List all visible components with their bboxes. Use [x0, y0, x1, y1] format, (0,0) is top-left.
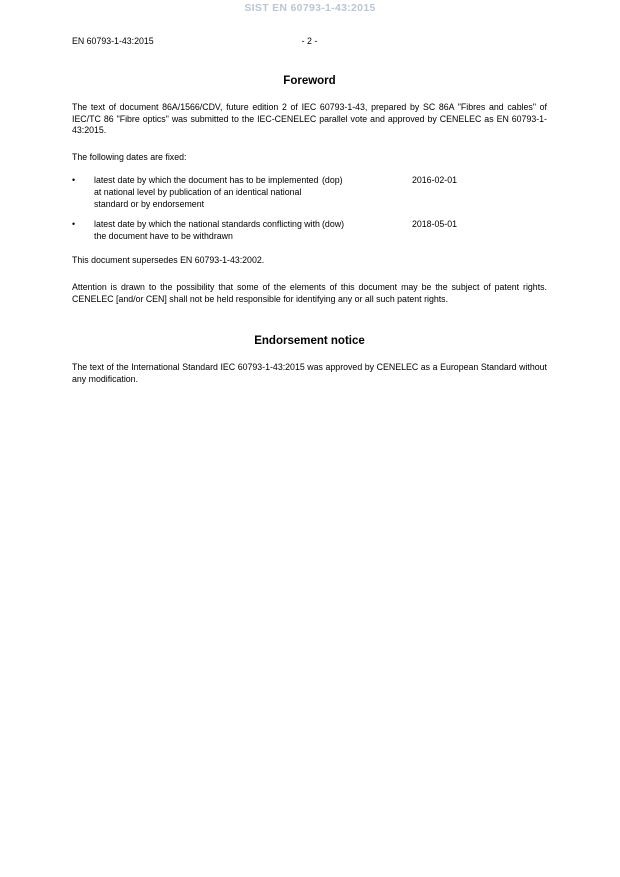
fixed-dates-list — [72, 175, 547, 242]
foreword-paragraph-4: Attention is drawn to the possibility that some of the elements of this document may be the subject of patent rights. CENELEC [and/or CEN] shall not be held responsible for identifying any or all such patent rights. — [72, 281, 547, 304]
date-description: latest date by which the national standards conflicting with the document have to be withdrawn — [94, 219, 320, 241]
page-content — [72, 0, 547, 394]
date-value: 2018-05-01 — [412, 219, 457, 230]
foreword-paragraph-1: The text of document 86A/1566/CDV, future edition 2 of IEC 60793-1-43, prepared by SC 86A "Fibres and cables" of IEC/TC 86 "Fibre optics" was submitted to the IEC-CENELEC parallel vote and approved by CENELEC as EN 60793-1-43:2015. — [72, 102, 547, 136]
date-code: (dop) — [322, 175, 343, 186]
foreword-title: Foreword — [283, 75, 336, 87]
date-code: (dow) — [322, 219, 344, 230]
header-standard-number: EN 60793-1-43:2015 — [72, 36, 154, 46]
date-value: 2016-02-01 — [412, 175, 457, 186]
watermark-text: SIST EN 60793-1-43:2015 — [244, 2, 376, 14]
bullet-icon: • — [72, 219, 76, 230]
page-header — [72, 36, 547, 50]
foreword-paragraph-3: This document supersedes EN 60793-1-43:2002. — [72, 255, 265, 266]
bullet-icon: • — [72, 175, 76, 186]
list-item — [72, 175, 547, 210]
endorsement-title: Endorsement notice — [254, 335, 365, 348]
page-number: - 2 - — [301, 36, 318, 46]
list-item — [72, 219, 547, 242]
foreword-paragraph-2: The following dates are fixed: — [72, 151, 187, 162]
date-description: latest date by which the document has to be implemented at national level by publication of an identical national standard or by endorsement — [94, 175, 319, 209]
endorsement-paragraph-1: The text of the International Standard IEC 60793-1-43:2015 was approved by CENELEC as a European Standard without any modification. — [72, 362, 547, 384]
